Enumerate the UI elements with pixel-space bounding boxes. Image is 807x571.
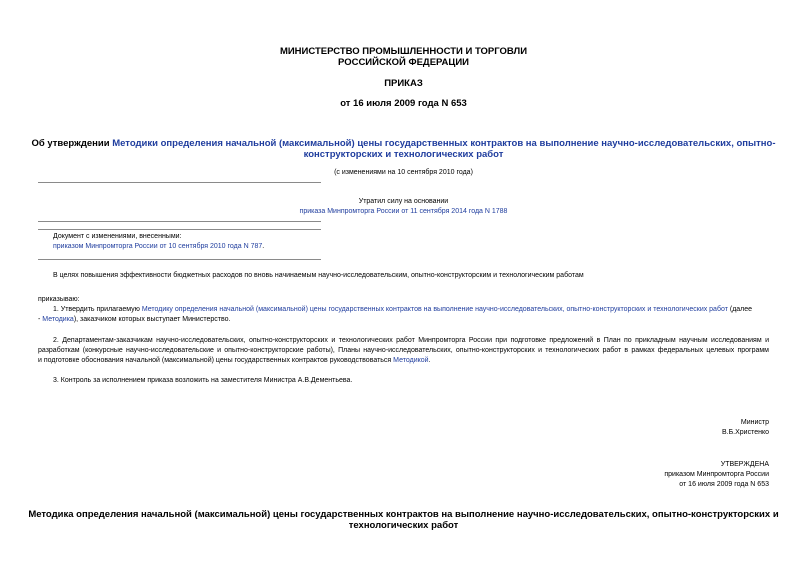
methodology-link-line2[interactable]: конструкторских и технологических работ — [303, 149, 504, 160]
item-2-line1: 2. Департаментам-заказчикам научно-исследовательских, опытно-конструкторских и технологических работ Минпромторга России при подготовке предложений в План по прикладным научным исследованиям и — [53, 337, 769, 344]
approval-order: приказом Минпромторга России — [664, 471, 769, 478]
order-word: приказываю: — [38, 296, 80, 303]
title-prefix: Об утверждении — [31, 138, 113, 149]
item-2-end: . — [428, 357, 431, 364]
approval-label: УТВЕРЖДЕНА — [720, 461, 769, 468]
item-1-start: 1. Утвердить прилагаемую — [53, 306, 142, 313]
preamble: В целях повышения эффективности бюджетных расходов по вновь начинаемым научно-исследовательским, опытно-конструкторским и технологическим работам — [53, 272, 584, 279]
item-2-line3 — [38, 356, 431, 366]
document-date: от 16 июля 2009 года N 653 — [340, 98, 467, 109]
methodology-title-line2: технологических работ — [348, 520, 459, 531]
item-2-line3-text: и подготовке обоснования начальной (максимальной) цены государственных контрактов руководствоваться — [38, 357, 394, 364]
item-1-dash: - — [38, 316, 43, 323]
divider — [38, 221, 321, 222]
document-type: ПРИКАЗ — [384, 78, 423, 89]
changes-note: (с изменениями на 10 сентября 2010 года) — [334, 169, 473, 176]
divider — [38, 259, 321, 260]
item-1-end: ), заказчиком которых выступает Министерство. — [73, 316, 231, 323]
divider — [38, 182, 321, 183]
amendment-order-link[interactable]: приказом Минпромторга России от 10 сентября 2010 года N 787 — [53, 243, 263, 250]
approval-date: от 16 июля 2009 года N 653 — [679, 481, 769, 488]
signature-name: В.Б.Христенко — [721, 429, 769, 436]
amendments-label: Документ с изменениями, внесенными: — [53, 233, 182, 240]
ministry-name-line1: МИНИСТЕРСТВО ПРОМЫШЛЕННОСТИ И ТОРГОВЛИ — [279, 46, 528, 57]
methodology-title-line1: Методика определения начальной (максимальной) цены государственных контрактов на выполнение научно-исследовательских, опытно-конструкторских и — [28, 509, 779, 520]
item-2-methodology-link[interactable]: Методикой — [393, 357, 429, 364]
item-2-line2: разработкам (конкурсные научно-исследовательские и опытно-конструкторские работы), Планы научно-исследовательских, опытно-конструкторских и технологических работ в рамках федеральных целевых программ — [38, 347, 769, 354]
divider — [38, 229, 321, 230]
item-1-after: (далее — [727, 306, 753, 313]
item-1-methodology-short-link[interactable]: Методика — [42, 316, 74, 323]
amendments-line — [53, 242, 264, 252]
repeal-order-link[interactable]: приказа Минпромторга России от 11 сентября 2014 года N 1788 — [299, 208, 508, 215]
item-1-methodology-link[interactable]: Методику определения начальной (максимальной) цены государственных контрактов на выполнение научно-исследовательских, опытно-конструкторских и технологических работ — [141, 306, 728, 313]
repeal-status: Утратил силу на основании — [358, 198, 449, 205]
item-1-line2 — [38, 315, 230, 325]
item-3: 3. Контроль за исполнением приказа возложить на заместителя Министра А.В.Дементьева. — [53, 377, 353, 384]
ministry-name-line2: РОССИЙСКОЙ ФЕДЕРАЦИИ — [337, 57, 469, 68]
amendment-period: . — [262, 243, 265, 250]
methodology-link[interactable]: Методики определения начальной (максимальной) цены государственных контрактов на выполнение научно-исследовательских, опытно- — [112, 138, 776, 149]
document-title — [0, 138, 807, 149]
signature-position: Министр — [740, 419, 769, 426]
item-1-line1 — [53, 305, 752, 315]
